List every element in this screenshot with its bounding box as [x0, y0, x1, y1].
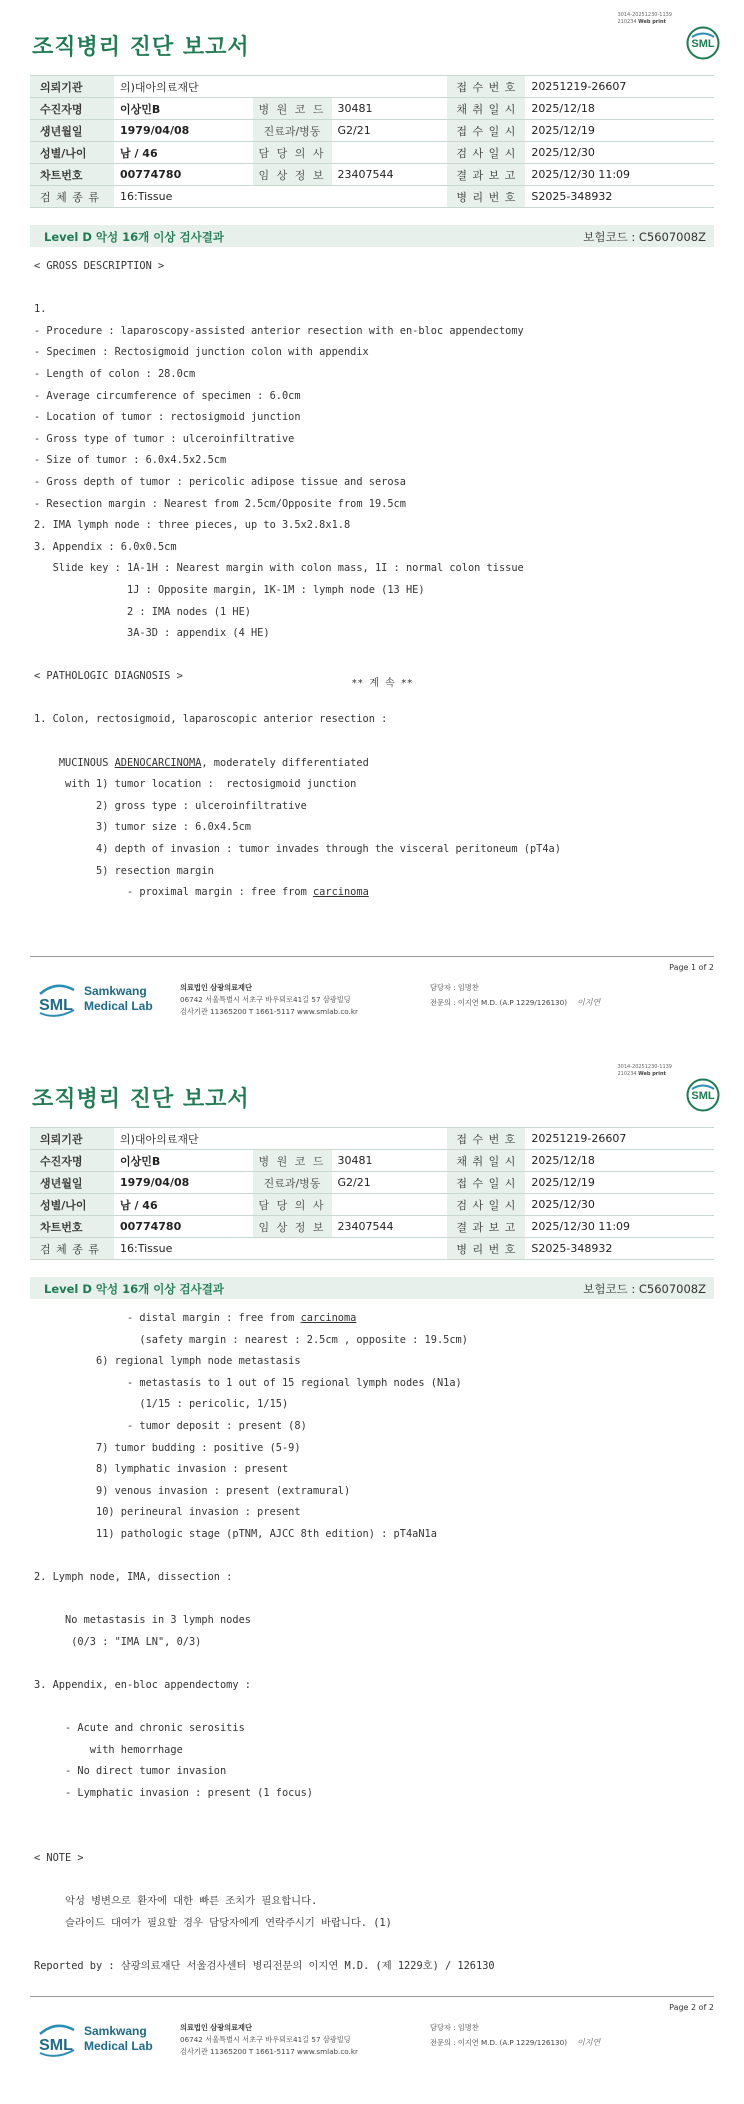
insurance-code: 보험코드 : C5607008Z	[583, 1282, 706, 1296]
inst-value: 의)대아의료재단	[114, 1128, 447, 1150]
footer-divider	[30, 1996, 714, 1997]
patient-label: 수진자명	[30, 98, 114, 120]
appendix-header: 3. Appendix, en-bloc appendectomy :	[34, 1679, 251, 1692]
result-label: 결 과 보 고	[447, 164, 525, 186]
stamp-line1: 3014-20251230-1139	[617, 1064, 672, 1070]
gross-description-section	[34, 256, 561, 904]
sex-age-label: 성별/나이	[30, 142, 114, 164]
receipt-no-label: 접 수 번 호	[447, 1128, 525, 1150]
specialist-label: 전문의 :	[430, 998, 456, 1007]
inst-value: 의)대아의료재단	[114, 76, 447, 98]
sex-age-value: 남 / 46	[114, 1194, 253, 1216]
note-line: 악성 병변으로 환자에 대한 빠른 조치가 필요합니다.	[34, 1895, 318, 1908]
clinical-label: 임 상 정 보	[253, 1216, 332, 1238]
gross-line: - Location of tumor : rectosigmoid junction	[34, 411, 301, 424]
patient-value: 이상민B	[114, 1150, 253, 1172]
dx-line: 10) perineural invasion : present	[34, 1506, 301, 1519]
dx-moderately: , moderately differentiated	[201, 756, 369, 769]
note-line: 슬라이드 대여가 필요할 경우 담당자에게 연락주시기 바랍니다. (1)	[34, 1916, 392, 1929]
sml-logo-text: SML	[691, 1090, 715, 1102]
dx-line: 11) pathologic stage (pTNM, AJCC 8th edition) : pT4aN1a	[34, 1527, 437, 1540]
appendix-line: - Acute and chronic serositis	[34, 1722, 245, 1735]
report-title: 조직병리 진단 보고서	[32, 35, 250, 60]
stamp-line2: 210234	[617, 19, 637, 25]
dob-label: 생년월일	[30, 120, 114, 142]
dx-line: with 1) tumor location : rectosigmoid junction	[34, 778, 357, 791]
gross-line: 3. Appendix : 6.0x0.5cm	[34, 540, 177, 553]
specialist-name: 이지연 M.D. (A.P 1229/126130)	[457, 998, 568, 1007]
stamp-line1: 3014-20251230-1139	[617, 12, 672, 18]
dob-value: 1979/04/08	[114, 1172, 253, 1194]
print-stamp	[617, 12, 672, 26]
receipt-no-value: 20251219-26607	[525, 1128, 714, 1150]
chart-label: 차트번호	[30, 164, 114, 186]
accept-value: 2025/12/19	[525, 1172, 714, 1194]
gross-header: < GROSS DESCRIPTION >	[34, 260, 165, 272]
collect-value: 2025/12/18	[525, 98, 714, 120]
gross-line: - Size of tumor : 6.0x4.5x2.5cm	[34, 454, 227, 467]
gross-line: - Gross depth of tumor : pericolic adipose tissue and serosa	[34, 475, 406, 488]
page-number: Page 1 of 2	[669, 963, 714, 972]
patient-value: 이상민B	[114, 98, 253, 120]
gross-line: - Length of colon : 28.0cm	[34, 367, 196, 380]
gross-line: Slide key : 1A-1H : Nearest margin with colon mass, 1I : normal colon tissue	[34, 562, 524, 575]
sml-logo-text: SML	[691, 38, 715, 50]
staff-label: 담당자 :	[430, 983, 456, 992]
patient-info-table	[30, 1127, 714, 1260]
patient-label: 수진자명	[30, 1150, 114, 1172]
samkwang-logo-icon	[36, 2020, 80, 2060]
dob-label: 생년월일	[30, 1172, 114, 1194]
dept-value: G2/21	[332, 1172, 448, 1194]
staff-name: 임명찬	[457, 983, 479, 992]
gross-line: 1J : Opposite margin, 1K-1M : lymph node (13 HE)	[34, 583, 425, 596]
specimen-value: 16:Tissue	[114, 186, 447, 208]
org-info	[180, 982, 358, 1018]
diagnosis-intro: 1. Colon, rectosigmoid, laparoscopic anterior resection :	[34, 713, 388, 726]
dx-line: 8) lymphatic invasion : present	[34, 1463, 289, 1476]
collect-label: 채 취 일 시	[447, 98, 525, 120]
distal-margin-text: - distal margin : free from	[34, 1312, 301, 1324]
samkwang-logo	[36, 2020, 166, 2060]
hospital-code-value: 30481	[332, 98, 448, 120]
brand-line1: Samkwang	[84, 984, 147, 998]
path-no-value: S2025-348932	[525, 186, 714, 208]
hospital-code-value: 30481	[332, 1150, 448, 1172]
appendix-line: with hemorrhage	[34, 1743, 183, 1756]
exam-value: 2025/12/30	[525, 1194, 714, 1216]
path-no-label: 병 리 번 호	[447, 1238, 525, 1260]
sex-age-value: 남 / 46	[114, 142, 253, 164]
brand-line1: Samkwang	[84, 2024, 147, 2038]
org-address: 06742 서울특별시 서초구 바우뫼로41길 57 삼광빌딩	[180, 2035, 351, 2044]
staff-name: 임명찬	[457, 2023, 479, 2032]
gross-line: - Procedure : laparoscopy-assisted anterior resection with en-bloc appendectomy	[34, 324, 524, 337]
org-contact: 검사기관 11365200 T 1661-5117 www.smlab.co.kr	[180, 1007, 358, 1016]
specimen-value: 16:Tissue	[114, 1238, 447, 1260]
dept-label: 진료과/병동	[253, 120, 332, 142]
sml-logo-icon	[686, 1078, 720, 1112]
exam-label: 검 사 일 시	[447, 1194, 525, 1216]
brand-line2: Medical Lab	[84, 999, 153, 1013]
dx-line: 2) gross type : ulceroinfiltrative	[34, 799, 307, 812]
hospital-code-label: 병 원 코 드	[253, 98, 332, 120]
patient-info-table	[30, 75, 714, 208]
doctor-value	[332, 142, 448, 164]
lymph-node-header: 2. Lymph node, IMA, dissection :	[34, 1571, 233, 1584]
result-level-banner	[30, 1277, 714, 1299]
dx-line: (1/15 : pericolic, 1/15)	[34, 1398, 289, 1411]
samkwang-logo	[36, 980, 166, 1020]
hospital-code-label: 병 원 코 드	[253, 1150, 332, 1172]
diagnosis-header: < PATHOLOGIC DIAGNOSIS >	[34, 670, 183, 683]
gross-line: 2 : IMA nodes (1 HE)	[34, 605, 251, 618]
appendix-line: - No direct tumor invasion	[34, 1765, 227, 1778]
lymph-line: (0/3 : "IMA LN", 0/3)	[34, 1635, 202, 1648]
org-address: 06742 서울특별시 서초구 바우뫼로41길 57 삼광빌딩	[180, 995, 351, 1004]
page-number: Page 2 of 2	[669, 2003, 714, 2012]
distal-margin-line	[34, 1308, 495, 1330]
level-label: Level D 악성 16개 이상 검사결과	[44, 230, 224, 244]
path-no-label: 병 리 번 호	[447, 186, 525, 208]
accept-label: 접 수 일 시	[447, 1172, 525, 1194]
insurance-code: 보험코드 : C5607008Z	[583, 230, 706, 244]
diagnosis-main	[34, 753, 561, 775]
samkwang-brand	[84, 984, 153, 1014]
specimen-label: 검 체 종 류	[30, 186, 114, 208]
proximal-margin-line	[34, 882, 561, 904]
appendix-line: - Lymphatic invasion : present (1 focus)	[34, 1787, 313, 1800]
carcinoma-term: carcinoma	[300, 1312, 357, 1324]
exam-label: 검 사 일 시	[447, 142, 525, 164]
clinical-value: 23407544	[332, 1216, 448, 1238]
gross-line: - Specimen : Rectosigmoid junction colon with appendix	[34, 346, 369, 359]
dx-adenocarcinoma: ADENOCARCINOMA	[114, 756, 202, 769]
gross-line: - Resection margin : Nearest from 2.5cm/Opposite from 19.5cm	[34, 497, 406, 510]
path-no-value: S2025-348932	[525, 1238, 714, 1260]
sex-age-label: 성별/나이	[30, 1194, 114, 1216]
org-name: 의료법인 삼광의료재단	[180, 983, 252, 992]
specimen-label: 검 체 종 류	[30, 1238, 114, 1260]
exam-value: 2025/12/30	[525, 142, 714, 164]
print-stamp	[617, 1064, 672, 1078]
stamp-line2: 210234	[617, 1071, 637, 1077]
org-name: 의료법인 삼광의료재단	[180, 2023, 252, 2032]
staff-info	[430, 980, 600, 1010]
gross-line: - Gross type of tumor : ulceroinfiltrative	[34, 432, 295, 445]
report-page-2	[0, 1052, 744, 2104]
dx-line: 3) tumor size : 6.0x4.5cm	[34, 821, 251, 834]
proximal-margin-text: - proximal margin : free from	[34, 886, 313, 899]
org-info	[180, 2022, 358, 2058]
samkwang-logo-icon	[36, 980, 80, 1020]
doctor-label: 담 당 의 사	[253, 1194, 332, 1216]
gross-line: - Average circumference of specimen : 6.0cm	[34, 389, 301, 402]
dob-value: 1979/04/08	[114, 120, 253, 142]
chart-value: 00774780	[114, 164, 253, 186]
dx-mucinous: MUCINOUS	[58, 756, 115, 769]
inst-label: 의뢰기관	[30, 76, 114, 98]
result-value: 2025/12/30 11:09	[525, 164, 714, 186]
gross-line: 3A-3D : appendix (4 HE)	[34, 627, 270, 640]
dx-line: - metastasis to 1 out of 15 regional lymph nodes (N1a)	[34, 1376, 462, 1389]
samkwang-logo-text: SML	[39, 2037, 73, 2054]
sml-logo-icon	[686, 26, 720, 60]
gross-line: 2. IMA lymph node : three pieces, up to 3.5x2.8x1.8	[34, 519, 351, 532]
collect-value: 2025/12/18	[525, 1150, 714, 1172]
samkwang-brand	[84, 2024, 153, 2054]
org-contact: 검사기관 11365200 T 1661-5117 www.smlab.co.kr	[180, 2047, 358, 2056]
doctor-label: 담 당 의 사	[253, 142, 332, 164]
gross-line: 1.	[34, 303, 47, 316]
result-level-banner	[30, 225, 714, 247]
receipt-no-value: 20251219-26607	[525, 76, 714, 98]
staff-label: 담당자 :	[430, 2023, 456, 2032]
specialist-signature: 이지연	[577, 2038, 601, 2047]
accept-label: 접 수 일 시	[447, 120, 525, 142]
reported-by: Reported by : 삼광의료재단 서울검사센터 병리전문의 이지연 M.D. (제 1229호) / 126130	[34, 1959, 495, 1972]
note-header: < NOTE >	[34, 1851, 84, 1864]
continued-marker: ** 계 속 **	[351, 678, 413, 689]
inst-label: 의뢰기관	[30, 1128, 114, 1150]
report-title: 조직병리 진단 보고서	[32, 1087, 250, 1112]
dx-line: 6) regional lymph node metastasis	[34, 1355, 301, 1368]
specialist-label: 전문의 :	[430, 2038, 456, 2047]
clinical-label: 임 상 정 보	[253, 164, 332, 186]
carcinoma-term: carcinoma	[312, 886, 369, 899]
result-label: 결 과 보 고	[447, 1216, 525, 1238]
gross-list	[34, 299, 561, 645]
chart-value: 00774780	[114, 1216, 253, 1238]
samkwang-logo-text: SML	[39, 997, 73, 1014]
dx-line: 7) tumor budding : positive (5-9)	[34, 1441, 301, 1454]
dept-value: G2/21	[332, 120, 448, 142]
accept-value: 2025/12/19	[525, 120, 714, 142]
diagnosis-continued-section	[34, 1308, 495, 1977]
dx-line: 5) resection margin	[34, 864, 214, 877]
dept-label: 진료과/병동	[253, 1172, 332, 1194]
collect-label: 채 취 일 시	[447, 1150, 525, 1172]
brand-line2: Medical Lab	[84, 2039, 153, 2053]
chart-label: 차트번호	[30, 1216, 114, 1238]
dx-line: 9) venous invasion : present (extramural)	[34, 1484, 351, 1497]
dx-line: 4) depth of invasion : tumor invades through the visceral peritoneum (pT4a)	[34, 843, 561, 856]
specialist-signature: 이지연	[577, 998, 601, 1007]
stamp-web-print: Web print	[638, 1071, 666, 1077]
clinical-value: 23407544	[332, 164, 448, 186]
staff-info	[430, 2020, 600, 2050]
lymph-line: No metastasis in 3 lymph nodes	[34, 1614, 251, 1627]
level-label: Level D 악성 16개 이상 검사결과	[44, 1282, 224, 1296]
dx-line: (safety margin : nearest : 2.5cm , opposite : 19.5cm)	[34, 1333, 468, 1346]
doctor-value	[332, 1194, 448, 1216]
result-value: 2025/12/30 11:09	[525, 1216, 714, 1238]
dx-line: - tumor deposit : present (8)	[34, 1419, 307, 1432]
footer-divider	[30, 956, 714, 957]
stamp-web-print: Web print	[638, 19, 666, 25]
specialist-name: 이지연 M.D. (A.P 1229/126130)	[457, 2038, 568, 2047]
receipt-no-label: 접 수 번 호	[447, 76, 525, 98]
